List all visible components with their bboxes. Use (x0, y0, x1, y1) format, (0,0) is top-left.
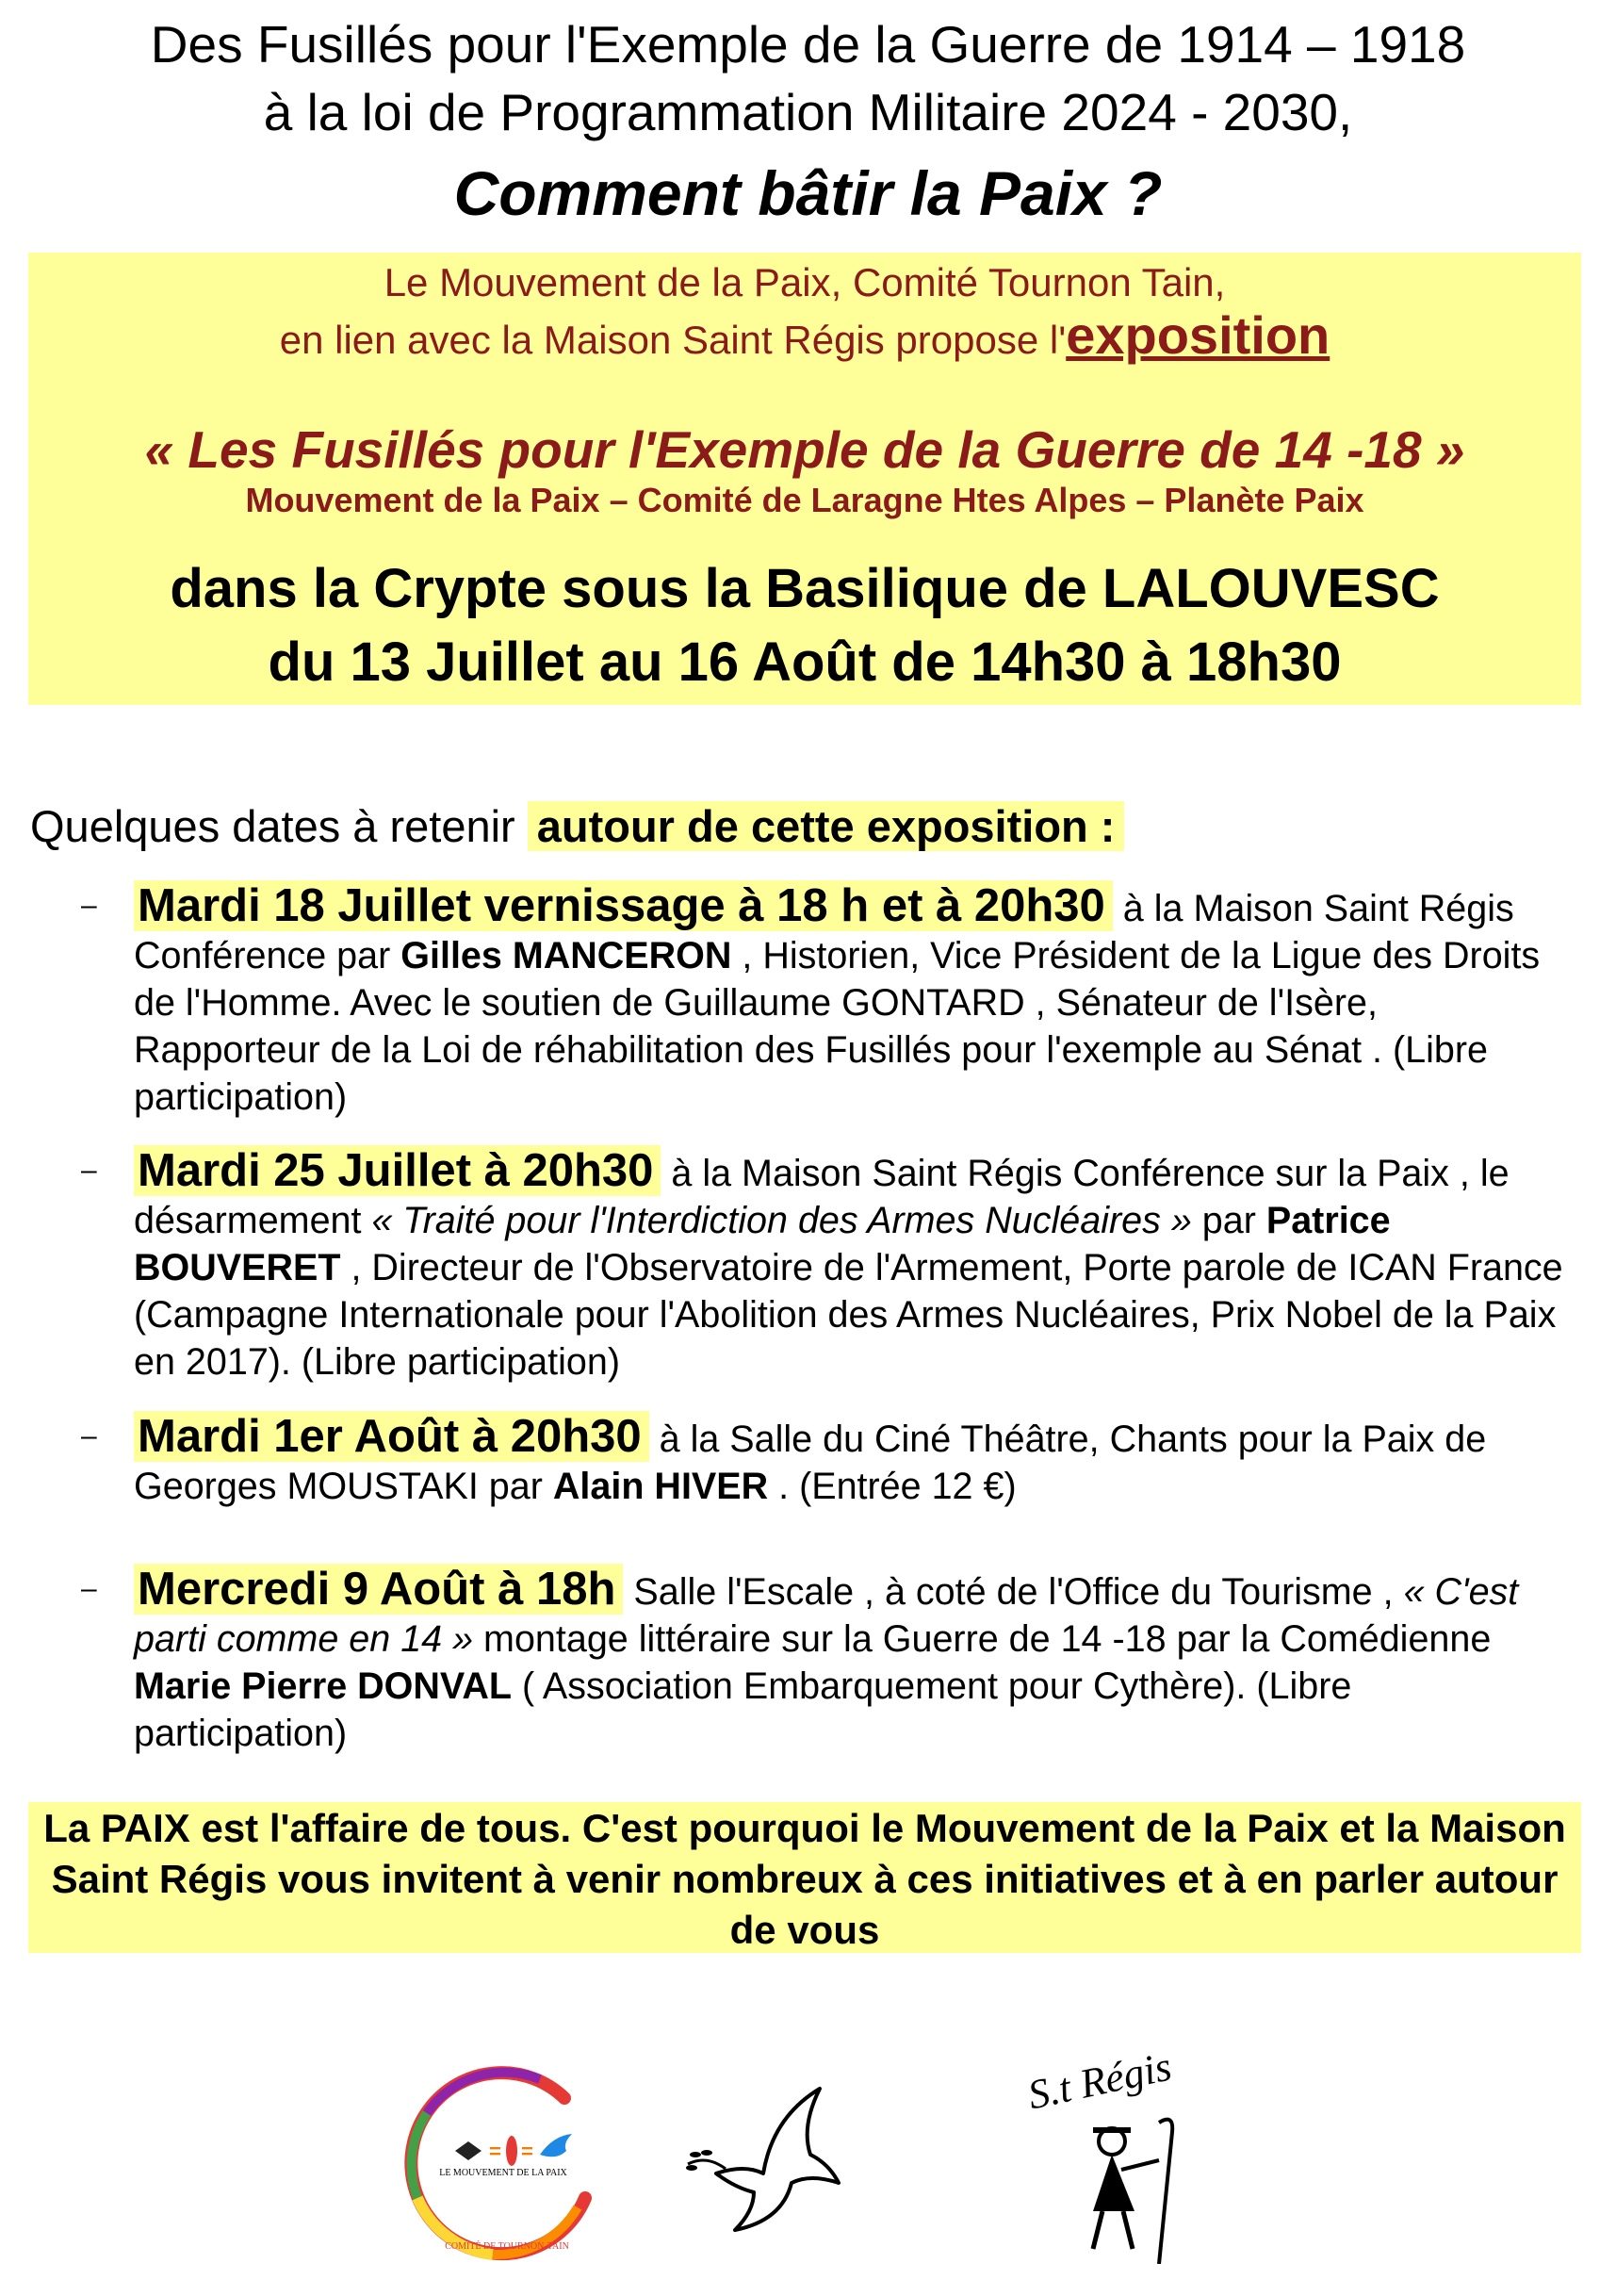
dates-intro (30, 799, 1124, 854)
event-text: Salle l'Escale , à coté de l'Office du Tourisme , (623, 1571, 1404, 1613)
event-text: , Historien, Vice Président de la Ligue des Droits de l'Homme. Avec le soutien de Guillaume GONTARD , Sénateur de l'Isère, Rapporteur de la Loi de réhabilitation des Fusillés pour l'exemple au Sénat . (Libre participation) (134, 935, 1541, 1118)
exposition-dates: du 13 Juillet au 16 Août de 14h30 à 18h30 (268, 631, 1342, 693)
event-speaker: Marie Pierre DONVAL (134, 1665, 512, 1707)
list-dash: – (81, 890, 97, 921)
header-title: Comment bâtir la Paix ? (453, 158, 1163, 228)
announcement-box (28, 253, 1581, 705)
closing-box (28, 1802, 1581, 1953)
dates-intro-highlight: autour de cette exposition : (528, 801, 1125, 851)
event-text: montage littéraire sur la Guerre de 14 -18 par la Comédienne (473, 1618, 1492, 1660)
event-item (81, 1145, 1566, 1386)
event-date: Mardi 18 Juillet vernissage à 18 h et à 20h30 (134, 880, 1113, 931)
event-text: ( Association Embarquement pour Cythère). (Libre participation) (134, 1665, 1352, 1754)
header-line-1: Des Fusillés pour l'Exemple de la Guerre de 1914 – 1918 (150, 15, 1466, 74)
dove-icon (678, 2060, 867, 2249)
event-text: , Directeur de l'Observatoire de l'Armement, Porte parole de ICAN France (Campagne Internationale pour l'Abolition des Armes Nucléaires, Prix Nobel de la Paix en 2017). (Libre participation) (134, 1247, 1563, 1383)
mouvement-logo-committee: COMITÉ DE TOURNON-TAIN (445, 2241, 569, 2252)
list-dash: – (81, 1155, 97, 1186)
event-text: . (Entrée 12 €) (768, 1466, 1017, 1507)
event-speaker: Patrice BOUVERET (134, 1200, 1391, 1288)
partner-prefix: en lien avec la Maison Saint Régis propose l' (279, 318, 1067, 362)
organizer-line: Le Mouvement de la Paix, Comité Tournon Tain, (384, 260, 1226, 304)
list-dash: – (81, 1420, 97, 1451)
list-dash: – (81, 1573, 97, 1604)
svg-text:=: = (489, 2140, 501, 2163)
event-speaker: Alain HIVER (552, 1466, 769, 1507)
event-item (81, 880, 1566, 1121)
exposition-word: exposition (1066, 305, 1330, 365)
exposition-title: « Les Fusillés pour l'Exemple de la Guerre de 14 -18 » (144, 420, 1465, 479)
header-line-2: à la loi de Programmation Militaire 2024 - 2030, (263, 83, 1353, 141)
partner-line (28, 305, 1581, 365)
event-text: à la Maison Saint Régis Conférence sur la Paix , le désarmement (134, 1153, 1510, 1241)
exposition-place: dans la Crypte sous la Basilique de LALOUVESC (170, 558, 1440, 619)
event-quote: « C'est parti comme en 14 » (134, 1571, 1519, 1660)
mouvement-logo-name: LE MOUVEMENT DE LA PAIX (439, 2168, 567, 2178)
dove-logo (678, 2060, 867, 2249)
dates-intro-prefix: Quelques dates à retenir (30, 801, 528, 851)
saint-regis-logo (1018, 2042, 1216, 2264)
event-quote: « Traité pour l'Interdiction des Armes Nucléaires » (371, 1200, 1192, 1241)
mouvement-de-la-paix-logo (399, 2057, 608, 2266)
event-speaker: Gilles MANCERON (400, 935, 732, 976)
rainbow-ring-icon (399, 2057, 608, 2266)
event-date: Mardi 1er Août à 20h30 (134, 1411, 649, 1462)
closing-text: La PAIX est l'affaire de tous. C'est pourquoi le Mouvement de la Paix et la Maison Saint Régis vous invitent à venir nombreux à ces initiatives et à en parler autour de vous (43, 1806, 1566, 1952)
event-date: Mercredi 9 Août à 18h (134, 1564, 623, 1615)
event-text: à la Salle du Ciné Théâtre, Chants pour la Paix de Georges MOUSTAKI par (134, 1419, 1487, 1507)
svg-text:=: = (521, 2140, 533, 2163)
event-item (81, 1411, 1566, 1510)
saint-regis-logo-text: S.t Régis (1023, 2042, 1176, 2119)
exposition-credit: Mouvement de la Paix – Comité de Laragne Htes Alpes – Planète Paix (245, 481, 1364, 519)
event-item (81, 1564, 1566, 1757)
event-text: par (1191, 1200, 1266, 1241)
event-date: Mardi 25 Juillet à 20h30 (134, 1145, 661, 1196)
event-text: à la Maison Saint Régis Conférence par (134, 888, 1514, 976)
